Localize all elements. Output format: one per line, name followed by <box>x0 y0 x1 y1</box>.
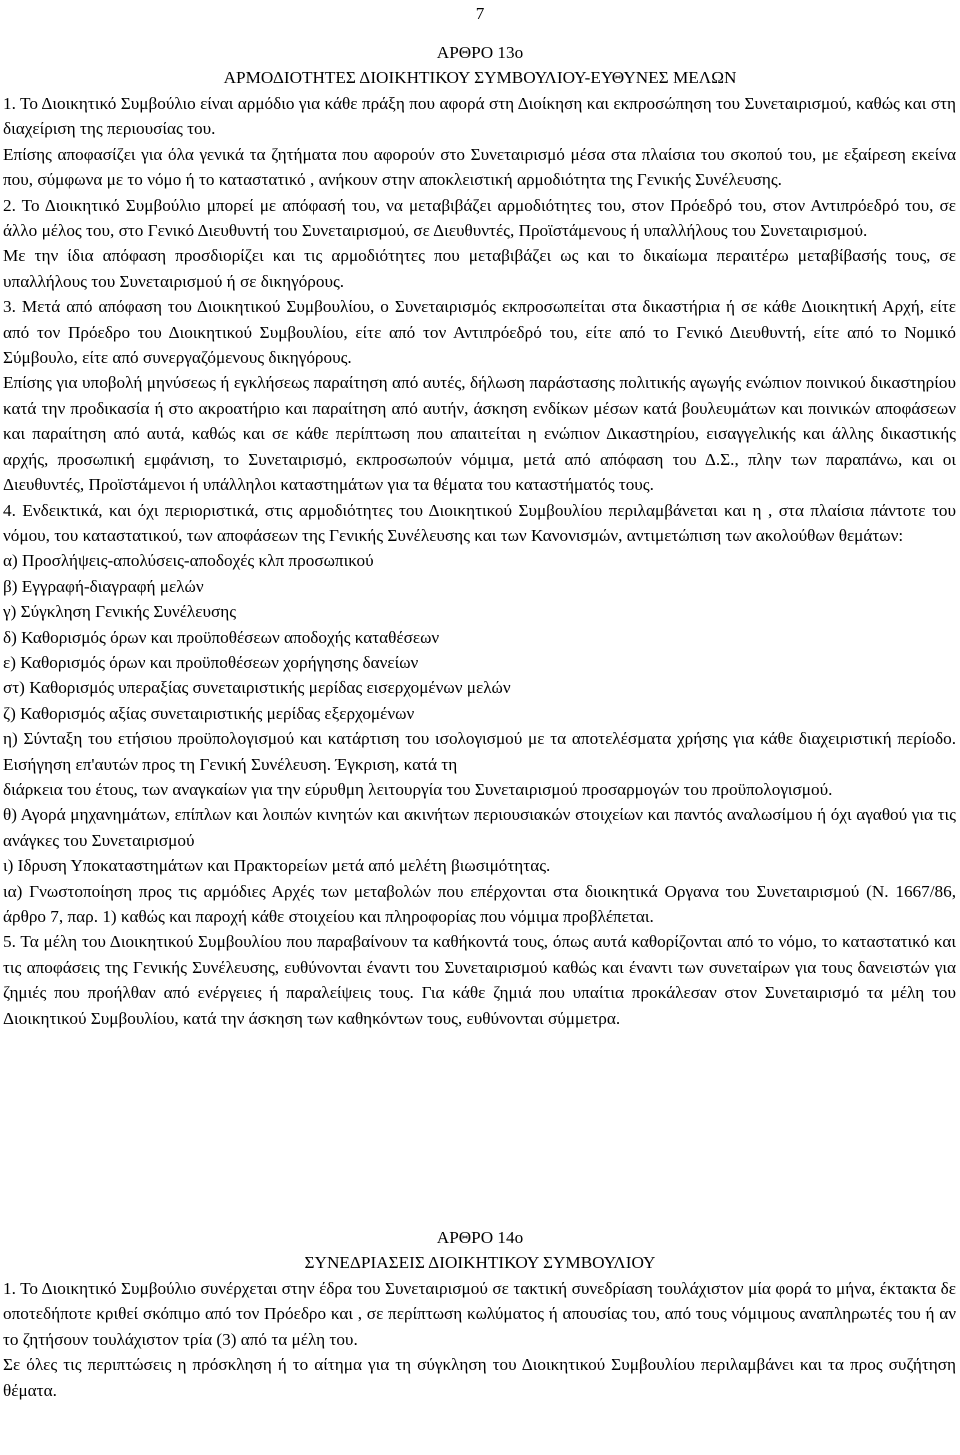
paragraph: διάρκεια του έτους, των αναγκαίων για την εύρυθμη λειτουργία του Συνεταιρισμού προσαρμογών του προϋπολογισμού. <box>3 779 833 799</box>
paragraph: 5. Τα μέλη του Διοικητικού Συμβουλίου που παραβαίνουν τα καθήκοντά τους, όπως αυτά καθορίζονται από το νόμο, το καταστατικό και τις αποφάσεις της Γενικής Συνέλευσης, ευθύνονται έναντι του Συνεταιρισμού καθώς και έναντι των συνεταίρων για τους δανειστών για ζημιές που προήλθαν από ενέργειες ή παραλείψεις τους. Για κάθε ζημιά που υπαίτια προκάλεσαν στον Συνεταιρισμό τα μέλη του Διοικητικού Συμβουλίου, κατά την άσκηση των καθηκόντων τους, ευθύνονται σύμμετρα. <box>3 932 956 1028</box>
paragraph: Επίσης για υποβολή μηνύσεως ή εγκλήσεως παραίτηση από αυτές, δήλωση παράστασης πολιτικής αγωγής ενώπιον ποινικού δικαστηρίου κατά την προδικασία ή στο ακροατήριο και παραίτηση από αυτήν, άσκηση ενδίκων μέσων κατά βουλευμάτων και ποινικών αποφάσεων και παραίτηση από αυτά, καθώς και σε κάθε περίπτωση που απαιτείται η ενώπιον Δικαστηρίου, εισαγγελικής και άλλης δικαστικής αρχής, προσωπική εμφάνιση, το Συνεταιρισμό, εκπροσωπούν νόμιμα, μετά από απόφαση του Δ.Σ., πλην των παραπάνω, και οι Διευθυντές, Προϊστάμενοι ή υπάλληλοι καταστημάτων για τα θέματα του καταστήματός τους. <box>3 373 956 495</box>
list-item: α) Προσλήψεις-απολύσεις-αποδοχές κλπ προσωπικού <box>3 551 374 571</box>
article-13-header <box>0 40 960 91</box>
paragraph: 1. Το Διοικητικό Συμβούλιο συνέρχεται στην έδρα του Συνεταιρισμού σε τακτική συνεδρίαση τουλάχιστον μία φορά το μήνα, έκτακτα δε οποτεδήποτε κριθεί σκόπιμο από τον Πρόεδρο και , σε περίπτωση κωλύματος ή απουσίας του, από τους νόμιμους αναπληρωτές του ή αν το ζητήσουν τουλάχιστον τρία (3) από τα μέλη του. <box>3 1279 956 1349</box>
list-item: θ) Αγορά μηχανημάτων, επίπλων και λοιπών κινητών και ακινήτων περιουσιακών στοιχείων και παντός αναλωσίμου ή όχι αγαθού για τις ανάγκες του Συνεταιρισμού <box>3 805 956 850</box>
list-item: δ) Καθορισμός όρων και προϋποθέσεων αποδοχής καταθέσεων <box>3 627 440 647</box>
paragraph: 2. Το Διοικητικό Συμβούλιο μπορεί με απόφασή του, να μεταβιβάζει αρμοδιότητες του, στον Πρόεδρό του, στον Αντιπρόεδρό του, σε άλλο μέλος του, στο Γενικό Διευθυντή του Συνεταιρισμού, σε Διευθυντές, Προϊστάμενους ή υπαλλήλους του Συνεταιρισμού. <box>3 195 956 241</box>
list-item: γ) Σύγκληση Γενικής Συνέλευσης <box>3 602 237 622</box>
list-item: ι) Ιδρυση Υποκαταστημάτων και Πρακτορείων μετά από μελέτη βιωσιμότητας. <box>3 856 551 876</box>
paragraph: Με την ίδια απόφαση προσδιορίζει και τις αρμοδιότητες που μεταβιβάζει ως και το δικαίωμα περαιτέρω μεταβίβασής τους, σε υπαλλήλους του Συνεταιρισμού ή σε δικηγόρους. <box>3 246 956 291</box>
list-item: στ) Καθορισμός υπεραξίας συνεταιριστικής μερίδας εισερχομένων μελών <box>3 678 511 698</box>
article-14-subtitle: ΣΥΝΕΔΡΙΑΣΕΙΣ ΔΙΟΙΚΗΤΙΚΟΥ ΣΥΜΒΟΥΛΙΟΥ <box>304 1253 656 1273</box>
list-item: ια) Γνωστοποίηση προς τις αρμόδιες Αρχές των μεταβολών που επέρχονται στα διοικητικά Οργανα του Συνεταιρισμού (Ν. 1667/86, άρθρο 7, παρ. 1) καθώς και παροχή κάθε στοιχείου και πληροφορίας που νόμιμα προβλέπεται. <box>3 881 956 926</box>
list-item: β) Εγγραφή-διαγραφή μελών <box>3 576 204 596</box>
article-14-body <box>3 1276 956 1403</box>
article-13-title: ΑΡΘΡΟ 13ο <box>436 43 524 62</box>
page-number: 7 <box>475 4 485 23</box>
paragraph: 1. Το Διοικητικό Συμβούλιο είναι αρμόδιο για κάθε πράξη που αφορά στη Διοίκηση και εκπροσώπηση του Συνεταιρισμού, καθώς και στη διαχείριση της περιουσίας του. <box>3 94 956 139</box>
article-14-title: ΑΡΘΡΟ 14ο <box>436 1228 524 1247</box>
list-item: η) Σύνταξη του ετήσιου προϋπολογισμού και κατάρτιση του ισολογισμού με τα αποτελέσματα χρήσης για κάθε διαχειριστική περίοδο. Εισήγηση επ'αυτών προς τη Γενική Συνέλευση. Έγκριση, κατά τη <box>3 729 956 774</box>
article-13-subtitle: ΑΡΜΟΔΙΟΤΗΤΕΣ ΔΙΟΙΚΗΤΙΚΟΥ ΣΥΜΒΟΥΛΙΟΥ-ΕΥΘΥΝΕΣ ΜΕΛΩΝ <box>223 68 737 88</box>
article-14-header <box>0 1225 960 1276</box>
paragraph: Επίσης αποφασίζει για όλα γενικά τα ζητήματα που αφορούν στο Συνεταιρισμό μέσα στα πλαίσια του σκοπού του, με εξαίρεση εκείνα που, σύμφωνα με το νόμο ή το καταστατικό , ανήκουν στην αποκλειστική αρμοδιότητα της Γενικής Συνέλευσης. <box>3 144 956 190</box>
list-item: ζ) Καθορισμός αξίας συνεταιριστικής μερίδας εξερχομένων <box>3 703 415 723</box>
list-item: ε) Καθορισμός όρων και προϋποθέσεων χορήγησης δανείων <box>3 652 419 672</box>
paragraph: Σε όλες τις περιπτώσεις η πρόσκληση ή το αίτημα για τη σύγκληση του Διοικητικού Συμβουλίου περιλαμβάνει και τα προς συζήτηση θέματα. <box>3 1355 956 1400</box>
paragraph: 4. Ενδεικτικά, και όχι περιοριστικά, στις αρμοδιότητες του Διοικητικού Συμβουλίου περιλαμβάνεται και η , στα πλαίσια πάντοτε του νόμου, του καταστατικού, των αποφάσεων της Γενικής Συνέλευσης και των Κανονισμών, αντιμετώπιση των ακολούθων θεμάτων: <box>3 500 956 545</box>
paragraph: 3. Μετά από απόφαση του Διοικητικού Συμβουλίου, ο Συνεταιρισμός εκπροσωπείται στα δικαστήρια ή σε κάθε Διοικητική Αρχή, είτε από τον Πρόεδρο του Διοικητικού Συμβουλίου, είτε από τον Αντιπρόεδρό του, είτε από το Γενικό Διευθυντή, είτε από το Νομικό Σύμβουλο, είτε από συνεργαζόμενους δικηγόρους. <box>3 297 956 368</box>
article-13-body <box>3 91 956 1031</box>
